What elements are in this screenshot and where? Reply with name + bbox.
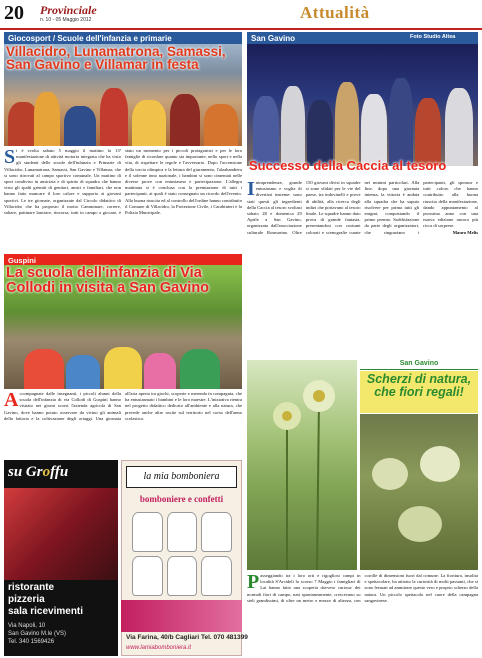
article3-headline: La scuola dell'infanzia di Via Collodi in visita a San Gavino [6, 265, 210, 296]
bonbonniere-icon [167, 512, 198, 552]
ad1-line-sala: sala ricevimenti [8, 606, 84, 617]
ad2-bonbonniere-grid [132, 512, 232, 596]
article2-text: ntraprendenze, grande entusiasmo e voglia di divertirsi insieme: sono stati questi gli ingredienti della Caccia al tesoro svoltasi sabato 28 e domenica 29 Aprile a San Gavino, organizzata dall'associazione culturale Rosmarino. Oltre 150 giovani divisi in squadre si sono sfidati per le vie del paese, tra indovinelli e prove di abilità, alla ricerca degli indizi che portavano al tesoro finale. Le squadre hanno dato prova di grande fantasia, presentandosi con costumi colorati e scenografie curate nei minimi particolari. Alla fine, dopo una giornata intensa, la vittoria è andata alla squadra che ha saputo risolvere per prima tutti gli enigmi, conquistando il primo premio. Soddisfazione da parte degli organizzatori, che ringraziano i partecipanti, gli sponsor e tutti coloro che hanno contribuito alla buona riuscita della manifestazione, dando appuntamento al prossimo anno con una nuova edizione ancora più ricca di sorprese. [247, 180, 478, 235]
photo-figure [307, 100, 333, 166]
section-title: Attualità [300, 3, 370, 22]
photo-figure [132, 100, 166, 146]
ad1-logo-part2: ffu [50, 464, 69, 480]
photo-figure [389, 78, 413, 166]
photo-figure [64, 106, 96, 146]
article2-kicker: San Gavino [247, 32, 478, 44]
ad2-color-strip [121, 600, 242, 632]
article1-text: i è svolta sabato 5 maggio il mattino la 13ª manifestazione di attività motoria integrata che ha visto gli studenti delle scuole dell'infanzia e Primarie di Villacidro, Lunamatrona, Samassi, San Gavino e Villamar, che si sono ritrovati al campo sportivo comunale. Un mattino di sport condiviso in amicizia e di spirito di squadra che hanno visto gli spalti gremiti di genitori, amici e familiari, che non hanno fatto mancare il loro calore e supporto ai giovani sportivi. Le tre giornate, organizzate dal Circolo didattico di Villacidro che ha proposto il motto Camminare, correre, saltare, pattinare lanciare, rincorsa, tutti in campo a giocare, è stato un momento per i piccoli protagonisti e per le loro famiglie di ricordare quanto sia importante, nello sport e nella vita, di rispettare le regole e l'avversario. Dopo l'accensione della torcia olimpica e la lettura del giuramento, l'alzabandiera e il solenne inno nazionale, i bambini si sono cimentati nelle diverse prove con entusiasmo e partecipazione. L'allegra mattinata si è conclusa con la premiazione di tutti i partecipanti, ai quali è stato consegnato un ricordo dell'evento. Alla buona riuscita ed al controllo dell'ordine hanno contribuito il Comune di Villacidro, la Protezione Civile, i Carabinieri e la Polizia Municipale. [4, 148, 242, 216]
ad1-line-pizzeria: pizzeria [8, 594, 45, 605]
article1-kicker: Giocosport / Scuole dell'infanzia e primarie [4, 32, 242, 44]
article3-kicker: Guspini [4, 254, 242, 265]
photo-figure [415, 98, 441, 166]
ad1-photo [4, 488, 118, 580]
bonbonniere-icon [201, 556, 232, 596]
photo-figure [100, 88, 128, 146]
photo-figure [104, 347, 142, 389]
photo-figure [253, 96, 279, 166]
ad2-subtitle: bomboniere e confetti [139, 494, 224, 504]
issue-date: n. 10 - 05 Maggio 2012 [40, 17, 92, 23]
field-illustration [360, 414, 478, 570]
bonbonniere-icon [132, 556, 163, 596]
bonbonniere-icon [167, 556, 198, 596]
photo-figure [24, 349, 64, 389]
photo-figure [34, 92, 60, 146]
ad1-logo-o: o [42, 464, 51, 480]
article2-body [247, 180, 478, 356]
photo-figure [445, 88, 473, 166]
ad2-address: Via Farina, 40/b Cagliari Tel. 070 481399 [126, 634, 248, 641]
ad2-title: la mia bomboniera [126, 466, 237, 488]
article2-headline: Successo della Caccia al tesoro [249, 158, 447, 173]
ad1-line-ristorante: ristorante [8, 582, 55, 593]
photo-figure [180, 349, 220, 389]
ad1-address [8, 622, 66, 646]
dropcap: I [247, 180, 255, 200]
dropcap: P [247, 573, 260, 593]
photo-credit: Foto Studio Altea [410, 33, 456, 40]
photo-figure [204, 104, 238, 146]
article4-body [247, 573, 478, 655]
article3-text: ccompagnate dalle insegnanti, i piccoli alunni della scuola dell'infanzia di via Collodi di Guspini hanno visitato nei giorni scorsi l'azienda agricola di San Gavino, dove hanno potuto osservare da vicino gli animali della fattoria e la coltivazione degli ortaggi. Una giornata all'aria aperta tra giochi, scoperte e merenda in compagnia, che ha entusiasmato i bambini e le loro maestre. L'iniziativa rientra nel progetto didattico dedicato all'ambiente e alla natura, che prevede anche altre uscite sul territorio nel corso dell'anno scolastico. [4, 391, 242, 421]
flower-illustration [247, 360, 357, 570]
photo-figure [66, 355, 100, 389]
ad1-phone: Tel. 340 1569426 [8, 639, 55, 645]
ad2-url[interactable]: www.lamiabomboniera.it [126, 645, 192, 651]
article2-photo [247, 44, 478, 166]
article1-headline: Villacidro, Lunamatrona, Samassi, San Gavino e Villamar in festa [6, 44, 226, 72]
ad1-logo [8, 464, 68, 481]
article2-author: Mauro Melis [452, 229, 478, 235]
article4-text: asseggiando tra i loro orti e rigogliosi campi in località S'Arcideli lo scorso 7 Maggio i famigliari di Lai hanno fatto una scoperta davvero curiosa: dei normali fiori di campo, nati spontaneamente, crescevano su steli grandissimi, di oltre un metro e mezzo di altezza, con corolle di dimensioni fuori dal comune. La fioritura, insolita e spettacolare, ha attirato la curiosità di molti passanti, che si sono fermati ad ammirare questo vero e proprio scherzo della natura. Un piccolo spettacolo nel cuore della campagna sangavinese. [247, 573, 478, 603]
photo-figure [281, 86, 305, 166]
ad1-city: San Gavino M.le (VS) [8, 631, 67, 637]
dropcap: S [4, 148, 16, 168]
photo-figure [170, 94, 200, 146]
bonbonniere-icon [132, 512, 163, 552]
ad1-street: Via Napoli, 10 [8, 623, 46, 629]
photo-figure [335, 82, 359, 166]
page-number: 20 [4, 2, 24, 24]
article4-kicker: San Gavino [360, 360, 478, 370]
dropcap: A [4, 391, 19, 411]
bonbonniere-icon [201, 512, 232, 552]
article1-body [4, 148, 242, 252]
newspaper-logo[interactable]: Provinciale [40, 3, 97, 17]
ad1-logo-part1: su Gr [8, 464, 43, 480]
article4-photo-field [360, 414, 478, 570]
article4-headline: Scherzi di natura, che fiori regali! [360, 371, 478, 413]
article3-body [4, 391, 242, 457]
photo-figure [144, 353, 176, 389]
photo-figure [361, 94, 387, 166]
article4-photo-flowers [247, 360, 357, 570]
